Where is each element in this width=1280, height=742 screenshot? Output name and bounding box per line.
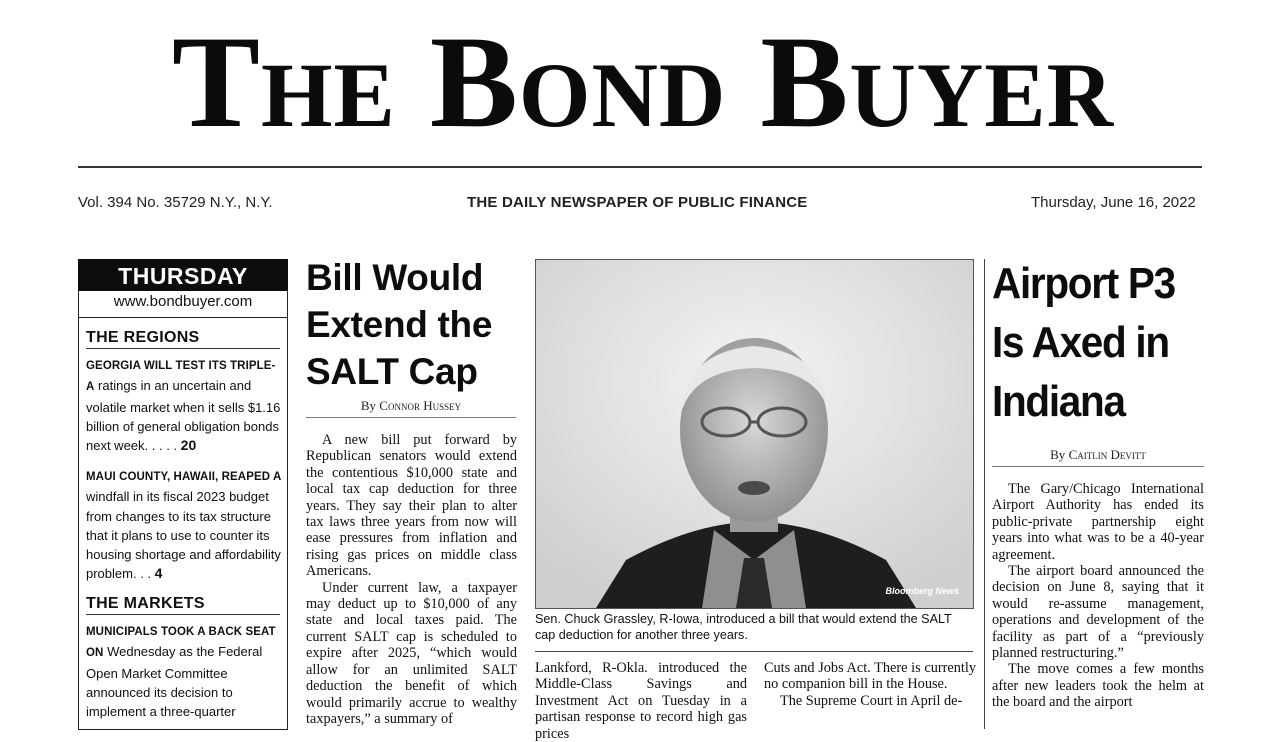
paragraph: Lankford, R-Okla. introduced the Middle-Class Savings and Investment Act on Tuesday in a partisan response to record high gas prices [535,660,747,742]
continuation-column-a [535,660,747,742]
index-box [78,259,288,730]
column-divider [984,259,985,729]
index-item[interactable] [86,466,282,584]
volume-info: Vol. 394 No. 35729 N.Y., N.Y. [78,194,273,211]
index-item[interactable] [86,355,282,455]
index-item-lead: MUNICIPALS TOOK A BACK SEAT ON [86,626,276,660]
photo-caption: Sen. Chuck Grassley, R-Iowa, introduced a bill that would extend the SALT cap deduction for another three years. [535,612,952,642]
byline-author: Caitlin Devitt [1068,447,1146,462]
index-day: THURSDAY [78,259,288,291]
section-title-markets: THE MARKETS [86,595,205,612]
masthead-title: The Bond Buyer [171,8,1115,155]
website-link[interactable]: www.bondbuyer.com [113,293,253,310]
divider [86,614,280,615]
photo-illustration [536,260,973,608]
divider [79,317,287,318]
continuation-column-b [764,660,976,709]
index-item-text: Wednesday as the Federal Open Market Committee announced its decision to implement a three-quarter [86,644,263,720]
airport-byline [992,447,1204,463]
divider [535,651,973,652]
index-item-lead: MAUI COUNTY, HAWAII, REAPED A [86,471,282,483]
masthead-rule [78,166,1202,168]
paragraph: The Supreme Court in April de- [780,692,963,709]
index-item-text: windfall in its fiscal 2023 budget from changes to its tax structure that it plans to use to counter its housing shortage and affordability problem. . . [86,489,281,582]
paragraph: A new bill put forward by Republican senators would extend the contentious $10,000 state and local tax cap deduction for three years. They say their plan to alter tax laws three years from now will ease pressures from inflation and rising gas prices on middle class Americans. [306,432,517,580]
index-item-page: 4 [154,565,163,582]
grassley-photo [535,259,974,609]
issue-date: Thursday, June 16, 2022 [1031,194,1196,211]
bill-headline[interactable]: Bill Would Extend the SALT Cap [306,257,493,392]
byline-author: Connor Hussey [379,398,462,413]
byline-prefix: By [360,398,377,413]
paragraph: Under current law, a taxpayer may deduct up to $10,000 of any state and local taxes paid. The current SALT cap is scheduled to expire after 2025, “which would allow for an unlimited SALT deduction the benefit of which would primarily accrue to wealthy taxpayers,” a summary of [306,579,517,727]
bill-byline [306,398,516,414]
index-item-lead: GEORGIA WILL TEST ITS TRIPLE-A [86,360,276,394]
divider [992,466,1204,467]
divider [86,348,280,349]
section-title-regions: THE REGIONS [86,329,200,346]
bill-body [306,432,517,727]
byline-prefix: By [1050,447,1066,462]
paragraph: The Gary/Chicago International Airport Authority has ended its public-private partnership eight years into what was to be a 40-year agreement. [992,481,1204,563]
paragraph: The airport board announced the decision on June 8, saying that it would re-assume management, operations and development of the facility as part of a “previously planned restructuring.” [992,563,1204,662]
index-item-text: ratings in an uncertain and volatile market when it sells $1.16 billion of general obligation bonds next week. . . . . [86,378,281,454]
index-item[interactable] [86,621,282,721]
airport-headline[interactable]: Airport P3 Is Axed in Indiana [992,259,1175,426]
divider [306,417,516,418]
tagline: THE DAILY NEWSPAPER OF PUBLIC FINANCE [467,194,808,211]
paragraph: The move comes a few months after new leaders took the helm at the board and the airport [992,661,1204,711]
paragraph: Cuts and Jobs Act. There is currently no companion bill in the House. [764,660,976,693]
airport-body [992,481,1204,711]
index-item-page: 20 [180,437,197,454]
photo-credit: Bloomberg News [885,586,959,596]
